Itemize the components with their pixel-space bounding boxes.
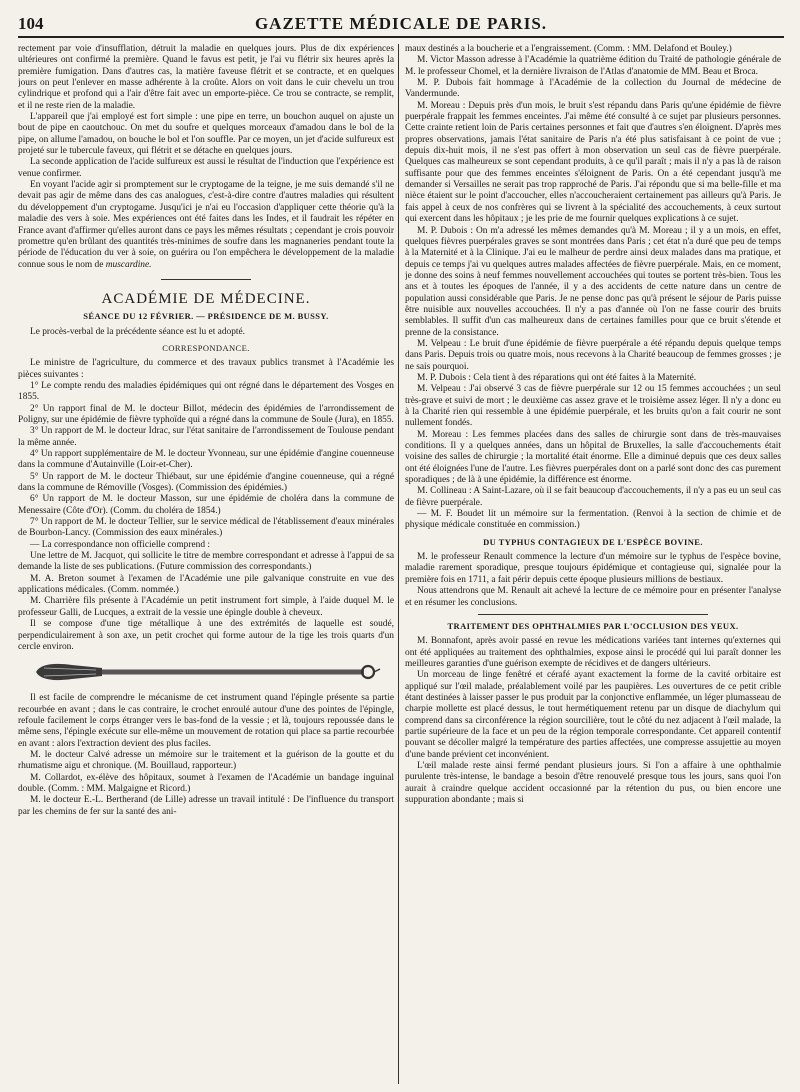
list-item: 5° Un rapport de M. le docteur Thiébaut, sur une épidémie d'angine couenneuse, qui a régné dans la commune de Rémoville (Vosges). (Commission des épidémies.) (18, 471, 394, 494)
paragraph: Il se compose d'une tige métallique à une des extrémités de laquelle est soudé, perpendiculairement à son axe, un petit crochet qui forme autour de la tige les trois quarts d'un cercle environ. (18, 619, 394, 652)
typhus-heading: DU TYPHUS CONTAGIEUX DE L'ESPÈCE BOVINE. (483, 536, 703, 547)
paragraph: M. Victor Masson adresse à l'Académie la quatrième édition du Traité de pathologie générale de M. le professeur Chomel, et la dernière livraison de l'Atlas d'anatomie de MM. Beau et Broca. (405, 55, 781, 77)
list-item: 1° Le compte rendu des maladies épidémiques qui ont régné dans le département des Vosges en 1855. (18, 380, 394, 403)
paragraph: M. Moreau : Les femmes placées dans des salles de chirurgie sont dans de très-mauvaises conditions. Il y a quelques années, dans un hôpital de Bruxelles, la salle d'accouchements était voisine des salles de chirurgie ; la mortalité était énorme. Elle a diminué depuis que ces deux salles ont été éloignées l'une de l'autre. Les fièvres puerpérales dont on a parlé sont donc des cas purement sporadiques ; de là à une épidémie, la différence est énorme. (405, 429, 781, 486)
list-item: 7° Un rapport de M. le docteur Tellier, sur le service médical de l'établissement d'eaux minérales de Bourbon-Lancy. (Commission des eaux minérales.) (18, 517, 394, 539)
page-number: 104 (18, 14, 44, 33)
paragraph: maux destinés a la boucherie et a l'engraissement. (Comm. : MM. Delafond et Bouley.) (405, 44, 732, 54)
paragraph: Il est facile de comprendre le mécanisme de cet instrument quand l'épingle présente sa partie recourbée en avant ; dans le cas contraire, le crochet enroulé autour d'une des pointes de l'épingle, refoule facilement le corps étranger vers le bas-fond de la vessie ; et là, toujours repoussée dans le même sens, l'épingle exécute sur elle-même un mouvement de rotation qui place sa partie recourbée en avant : alors l'extraction devient des plus faciles. (18, 693, 394, 749)
paragraph: M. Charrière fils présente à l'Académie un petit instrument fort simple, à l'aide duquel M. le professeur Galli, de Lucques, a extrait de la vessie une épingle double à cheveux. (18, 596, 394, 618)
page-header (18, 14, 784, 38)
paragraph: — La correspondance non officielle comprend : (30, 539, 210, 550)
paragraph: Le procès-verbal de la précédente séance est lu et adopté. (30, 326, 245, 337)
paragraph: M. P. Dubois : On m'a adressé les mêmes demandes qu'à M. Moreau ; il y a un mois, en effet, quelques fièvres puerpérales graves se sont montrées dans Paris ; cet état n'a duré que peu de temps à la Maternité et à la Clinique. J'ai eu le malheur de perdre ainsi deux malades dans ma pratique, et depuis ce temps j'ai vu quelques autres malades affectées de fièvre puerpérale. Mais, en ce moment, je donne des soins à neuf femmes nouvellement accouchées qui toutes se portent très-bien. Tous les ans et à toutes les époques de l'année, il y a des accidents de cette nature dans un centre de population aussi considérable que Paris. Je ne pense donc pas qu'à présent le séjour de Paris puisse être nuisible aux nouvelles accouchées. Il n'y a pas d'année où l'on ne fasse courir des bruits semblables. Il suffit d'un cas malheureux dans de certaines familles pour que ce bruit s'étende et prenne de la consistance. (405, 225, 781, 338)
paragraph: La seconde application de l'acide sulfureux est aussi le résultat de l'induction que l'expérience est venue confirmer. (18, 157, 394, 179)
list-item: 6° Un rapport de M. le docteur Masson, sur une épidémie de choléra dans la commune de Menessaire (Côte d'Or). (Comm. du choléra de 1854.) (18, 494, 394, 516)
paragraph: Une lettre de M. Jacquot, qui sollicite le titre de membre correspondant et adresse à l'appui de sa demande la liste de ses publications. (Future commission des correspondants.) (18, 551, 394, 573)
correspondence-heading: CORRESPONDANCE. (162, 342, 250, 353)
right-column (405, 44, 781, 1084)
paragraph: L'œil malade reste ainsi fermé pendant plusieurs jours. Si l'on a affaire à une ophthalmie purulente très-intense, le bandage a besoin d'être renouvelé presque tous les jours, sans quoi l'on aurait à craindre quelque accident occasionné par la rétention du pus, ou bien encore une suppuration abondante ; mais si (405, 760, 781, 805)
paragraph: M. Collineau : A Saint-Lazare, où il se fait beaucoup d'accouchements, il n'y a pas eu un seul cas de fièvre puerpérale. (405, 486, 781, 508)
paragraph: Nous attendrons que M. Renault ait achevé la lecture de ce mémoire pour en présenter l'analyse et en résumer les conclusions. (405, 586, 781, 608)
section-divider (161, 279, 251, 280)
muscardine-term: muscardine. (105, 259, 152, 270)
paragraph: M. Velpeau : J'ai observé 3 cas de fièvre puerpérale sur 12 ou 15 femmes accouchées ; un seul très-grave et suivi de mort ; le deuxième cas assez grave et le troisième assez léger. Il n'y a donc eu à la Charité rien qui ressemble à une épidémie puerpérale, et les bruits qu'on a fait courir ne sont nullement fondés. (405, 384, 781, 429)
paragraph: Un morceau de linge fenêtré et cérafé ayant exactement la forme de la cavité orbitaire est appliqué sur l'œil malade, préalablement voilé par les paupières. Les ouvertures de ce petit crible étant destinées à laisser passer le pus produit par la conjonctive enflammée, un léger plumasseau de charpie mollette est placé dessus, le tout hermétiquement retenu par un disque de diachylum qui comprend dans sa circonférence la région sourcilière, tout le côté du nez adjacent à l'œil malade, la partie supérieure de la face et un peu de la région temporale correspondante. Cet appareil contentif pouvant se décoller malgré la température des parties affectées, une compresse assujettie au moyen d'une bande prévient cet inconvénient. (405, 670, 781, 760)
left-column (18, 44, 394, 1084)
journal-title: GAZETTE MÉDICALE DE PARIS. (254, 14, 548, 33)
paragraph: rectement par voie d'insufflation, détruit la maladie en quelques jours. Plus de dix expériences ultérieures ont confirmé la première. Quand le favus est petit, je l'ai vu flétrir six heures après la première fumigation. Dans d'autres cas, la matière faveuse flétrit et se contracte, et en quelques jours on peut l'enlever en masse adhérente à la croûte. Alors on voit dans le cuir chevelu un trou cylindrique et profond qui a l'air d'être fait avec un emporte-pièce. Ce trou se contracte, se remplit, et il ne reste rien de la maladie. (18, 44, 394, 111)
paragraph: M. le docteur Calvé adresse un mémoire sur le traitement et la guérison de la goutte et du rhumatisme aigu et chronique. (M. Bouillaud, rapporteur.) (18, 749, 394, 772)
column-rule (398, 44, 399, 1084)
section-divider (478, 614, 708, 615)
paragraph: Le ministre de l'agriculture, du commerce et des travaux publics transmet à l'Académie les pièces suivantes : (18, 358, 394, 380)
paragraph: M. P. Dubois fait hommage à l'Académie de la collection du Journal de médecine de Vandermunde. (405, 78, 781, 100)
paragraph (18, 180, 394, 271)
paragraph: L'appareil que j'ai employé est fort simple : une pipe en terre, un bouchon auquel on ajuste un bout de pipe en caoutchouc. On met du soufre et quelques morceaux d'amadou dans le bol de la pipe, on allume l'amadou, on bouche le bol et l'on souffle. Par ce moyen, un jet d'acide sulfureux est projeté sur le tubercule faveux, qui flétrit et se détache en quelques jours. (18, 112, 394, 157)
paragraph: M. Velpeau : Le bruit d'une épidémie de fièvre puerpérale a été répandu depuis quelque temps dans Paris. Depuis trois ou quatre mois, nous recevons à la Charité beaucoup de femmes grosses ; je ne sais pourquoi. (405, 338, 781, 372)
session-heading: SÉANCE DU 12 FÉVRIER. — PRÉSIDENCE DE M. BUSSY. (83, 311, 329, 322)
paragraph: M. Bonnafont, après avoir passé en revue les médications variées tant internes qu'externes qui ont été appliquées au traitement des ophthalmies, expose ainsi le procédé qui lui paraît donner les meilleures garanties d'une guérison exempte de récidives et de dangers ultérieurs. (405, 636, 781, 669)
paragraph: M. Moreau : Depuis près d'un mois, le bruit s'est répandu dans Paris qu'une épidémie de fièvre puerpérale frappait les femmes enceintes. J'ai même été consulté à ce sujet par plusieurs personnes. Cette crainte retient loin de Paris certaines personnes et fait que d'autres s'en éloignent. D'après mes propres observations, jamais l'état sanitaire de Paris n'a été plus satisfaisant à ce point de vue ; depuis dix-huit mois, il ne s'est pas offert à mon observation un seul cas de fièvre puerpérale. Quelques cas malheureux se sont cependant produits, à ce qu'il paraît ; mais il n'y a pas là de raison suffisante pour que des femmes enceintes s'éloignent de Paris. On a été cependant jusqu'à me demander si Versailles ne serait pas trop rapproché de Paris. J'ai répondu que si ma belle-fille et ma nièce étaient sur le point d'accoucher, elles n'accoucheraient certainement pas ailleurs qu'à Paris. Je fais appel à ceux de nos confrères qui se livrent à la spécialité des accouchements, à ceux surtout qui exercent dans les hôpitaux ; je les prie de me fournir quelques explications à ce sujet. (405, 100, 781, 225)
paragraph: M. le professeur Renault commence la lecture d'un mémoire sur le typhus de l'espèce bovine, maladie rarement sporadique, presque toujours épidémique et contagieuse qui, signalée pour la première fois en 1711, a fait périr depuis cette époque plusieurs millions de bestiaux. (405, 552, 781, 585)
list-item: 3° Un rapport de M. le docteur Idrac, sur l'état sanitaire de l'arrondissement de Toulouse pendant la même année. (18, 426, 394, 448)
paragraph: — M. F. Boudet lit un mémoire sur la fermentation. (Renvoi à la section de chimie et de physique médicale constituée en commission.) (405, 509, 781, 531)
list-item: 2° Un rapport final de M. le docteur Billot, médecin des épidémies de l'arrondissement de Poligny, sur une épidémie de fièvre typhoïde qui a régné dans la commune de Soule (Jura), en 1855. (18, 403, 394, 425)
paragraph-text: En voyant l'acide agir si promptement sur le cryptogame de la teigne, je me suis demandé s'il ne devait pas agir de même dans des cas analogues, c'est-à-dire contre d'autres maladies qui résultent du développement d'un cryptogame. Jusqu'ici je n'ai eu l'occasion d'appliquer cette théorie qu'à la maladie des vers à soie. Mes expériences ont été faites dans les Indes, et il faudrait les répéter en France avant d'affirmer qu'elles auront dans ce pays les mêmes résultats ; cependant je crois pouvoir promettre qu'en brûlant des quantités très-minimes de soufre dans les magnaneries pendant toute la période de l'éducation du ver à soie, on guérira ou l'on empêchera le développement de la maladie connue sous le nom de (18, 180, 394, 270)
paragraph: M. P. Dubois : Cela tient à des réparations qui ont été faites à la Maternité. (417, 372, 697, 383)
academy-title: ACADÉMIE DE MÉDECINE. (101, 290, 311, 307)
list-item: 4° Un rapport supplémentaire de M. le docteur Yvonneau, sur une épidémie d'angine couenneuse dans la commune d'Autainville (Loir-et-Cher). (18, 449, 394, 471)
extraction-instrument-illustration (32, 657, 382, 687)
paragraph: M. le docteur E.-L. Bertherand (de Lille) adresse un travail intitulé : De l'influence du transport par les chemins de fer sur la santé des ani- (18, 795, 394, 817)
paragraph: M. A. Breton soumet à l'examen de l'Académie une pile galvanique construite en vue des applications médicales. (Comm. nommée.) (18, 573, 394, 596)
paragraph: M. Collardot, ex-élève des hôpitaux, soumet à l'examen de l'Académie un bandage inguinal double. (Comm. : MM. Malgaigne et Ricord.) (18, 772, 394, 794)
ophthalmia-heading: TRAITEMENT DES OPHTHALMIES PAR L'OCCLUSION DES YEUX. (447, 620, 739, 631)
